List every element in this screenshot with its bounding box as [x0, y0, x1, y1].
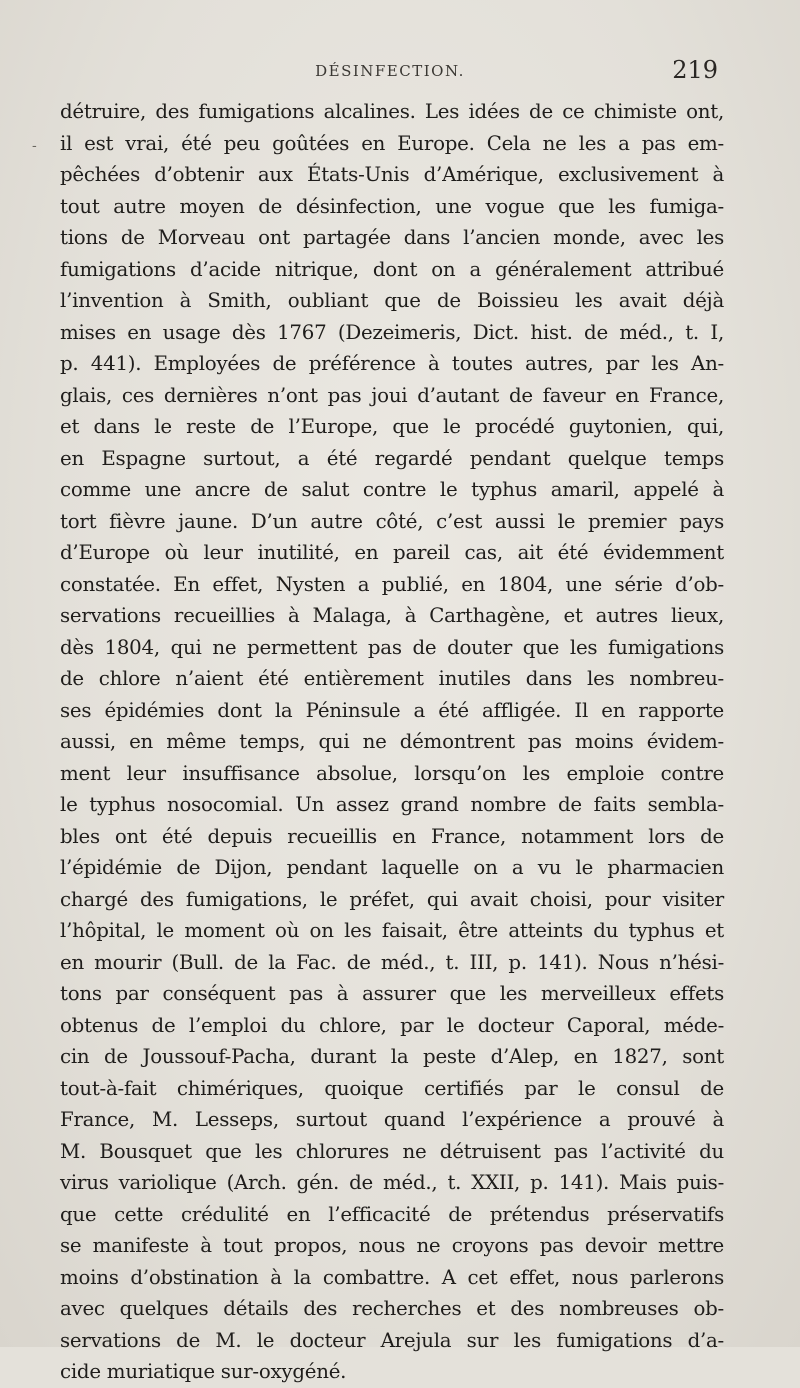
text-line: d’Europe où leur inutilité, en pareil cas, ait été évidemment	[60, 541, 724, 564]
text-line: servations de M. le docteur Arejula sur les fumigations d’a-	[60, 1328, 724, 1352]
text-line: servations recueillies à Malaga, à Carthagène, et autres lieux,	[60, 604, 724, 627]
text-line: ment leur insuffisance absolue, lorsqu’on les emploie contre	[60, 761, 724, 785]
text-line: bles ont été depuis recueillis en France, notamment lors de	[60, 824, 724, 848]
text-line: en mourir (Bull. de la Fac. de méd., t. III, p. 141). Nous n’hési-	[60, 950, 724, 974]
text-line: tout autre moyen de désinfection, une vogue que les fumiga-	[60, 194, 724, 218]
text-line: tions de Morveau ont partagée dans l’ancien monde, avec les	[60, 226, 724, 249]
text-line: l’épidémie de Dijon, pendant laquelle on a vu le pharmacien	[60, 856, 724, 879]
text-line: p. 441). Employées de préférence à toutes autres, par les An-	[60, 352, 724, 375]
text-line: l’hôpital, le moment où on les faisait, être atteints du typhus et	[60, 919, 724, 942]
text-line: cide muriatique sur-oxygéné.	[60, 1360, 347, 1383]
text-line: mises en usage dès 1767 (Dezeimeris, Dict. hist. de méd., t. I,	[60, 320, 724, 344]
text-line: le typhus nosocomial. Un assez grand nombre de faits sembla-	[60, 793, 724, 816]
text-line: chargé des fumigations, le préfet, qui avait choisi, pour visiter	[60, 887, 724, 911]
text-line: France, M. Lesseps, surtout quand l’expérience a prouvé à	[60, 1108, 724, 1131]
text-line: glais, ces dernières n’ont pas joui d’autant de faveur en France,	[60, 383, 724, 407]
text-line: tout-à-fait chimériques, quoique certifiés par le consul de	[60, 1076, 724, 1100]
text-line: constatée. En effet, Nysten a publié, en 1804, une série d’ob-	[60, 572, 724, 596]
page-header	[60, 56, 720, 92]
text-line: aussi, en même temps, qui ne démontrent pas moins évidem-	[60, 730, 724, 753]
text-line: que cette crédulité en l’efficacité de prétendus préservatifs	[60, 1202, 724, 1226]
text-line: pêchées d’obtenir aux États-Unis d’Amérique, exclusivement à	[60, 163, 724, 186]
page-number: 219	[672, 56, 718, 84]
text-line: tort fièvre jaune. D’un autre côté, c’est aussi le premier pays	[60, 509, 724, 533]
text-line: et dans le reste de l’Europe, que le procédé guytonien, qui,	[60, 415, 724, 438]
text-line: obtenus de l’emploi du chlore, par le docteur Caporal, méde-	[60, 1013, 724, 1037]
text-line: il est vrai, été peu goûtées en Europe. Cela ne les a pas em-	[60, 131, 724, 155]
text-line: avec quelques détails des recherches et des nombreuses ob-	[60, 1297, 724, 1320]
text-line: dès 1804, qui ne permettent pas de douter que les fumigations	[60, 635, 724, 659]
running-title: DÉSINFECTION.	[315, 62, 465, 80]
text-line: comme une ancre de salut contre le typhus amaril, appelé à	[60, 478, 724, 501]
text-line: de chlore n’aient été entièrement inutiles dans les nombreu-	[60, 667, 724, 690]
text-line: l’invention à Smith, oubliant que de Boissieu les avait déjà	[60, 289, 724, 312]
text-line: en Espagne surtout, a été regardé pendant quelque temps	[60, 446, 724, 470]
text-line: fumigations d’acide nitrique, dont on a généralement attribué	[60, 257, 724, 281]
text-line: virus variolique (Arch. gén. de méd., t. XXII, p. 141). Mais puis-	[60, 1171, 724, 1194]
text-line: moins d’obstination à la combattre. A cet effet, nous parlerons	[60, 1265, 724, 1289]
text-line: M. Bousquet que les chlorures ne détruisent pas l’activité du	[60, 1139, 724, 1163]
text-line: cin de Joussouf-Pacha, durant la peste d’Alep, en 1827, sont	[60, 1045, 724, 1068]
body-text	[60, 96, 724, 1388]
text-line: détruire, des fumigations alcalines. Les idées de ce chimiste ont,	[60, 100, 724, 123]
text-line: tons par conséquent pas à assurer que les merveilleux effets	[60, 982, 724, 1005]
margin-mark: -	[32, 138, 37, 154]
text-line: ses épidémies dont la Péninsule a été affligée. Il en rapporte	[60, 698, 724, 722]
text-line: se manifeste à tout propos, nous ne croyons pas devoir mettre	[60, 1234, 724, 1257]
